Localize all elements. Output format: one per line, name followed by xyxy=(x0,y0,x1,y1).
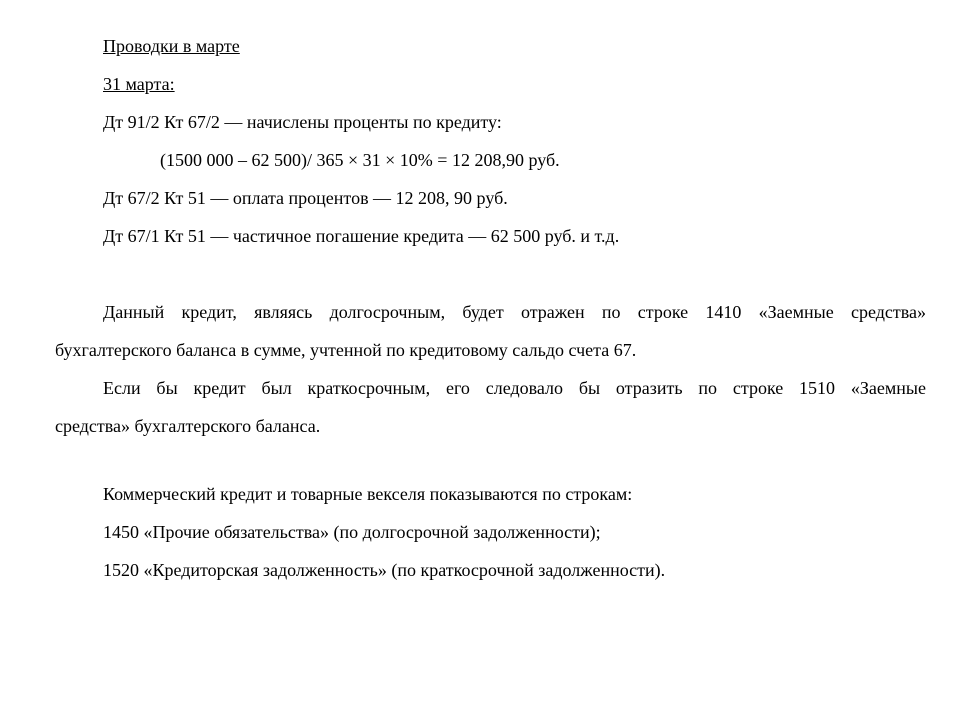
posting-entry-3: Дт 67/1 Кт 51 — частичное погашение кредита — 62 500 руб. и т.д. xyxy=(103,226,620,246)
commercial-line-1: 1450 «Прочие обязательства» (по долгосрочной задолженности); xyxy=(103,522,601,542)
postings-heading: Проводки в марте xyxy=(103,36,240,56)
balance-paragraph-2-line-1: Если бы кредит был краткосрочным, его следовало бы отразить по строке 1510 «Заемные xyxy=(103,378,926,398)
balance-paragraph-2-line-2: средства» бухгалтерского баланса. xyxy=(55,416,321,436)
balance-paragraph-1-line-1: Данный кредит, являясь долгосрочным, будет отражен по строке 1410 «Заемные средства» xyxy=(103,302,926,322)
postings-date: 31 марта: xyxy=(103,74,175,94)
balance-paragraph-1-line-2: бухгалтерского баланса в сумме, учтенной по кредитовому сальдо счета 67. xyxy=(55,340,637,360)
commercial-line-2: 1520 «Кредиторская задолженность» (по краткосрочной задолженности). xyxy=(103,560,666,580)
posting-entry-1: Дт 91/2 Кт 67/2 — начислены проценты по кредиту: xyxy=(103,112,502,132)
commercial-intro: Коммерческий кредит и товарные векселя показываются по строкам: xyxy=(103,484,633,504)
posting-entry-2: Дт 67/2 Кт 51 — оплата процентов — 12 208, 90 руб. xyxy=(103,188,508,208)
interest-formula: (1500 000 – 62 500)/ 365 × 31 × 10% = 12 208,90 руб. xyxy=(160,150,560,170)
